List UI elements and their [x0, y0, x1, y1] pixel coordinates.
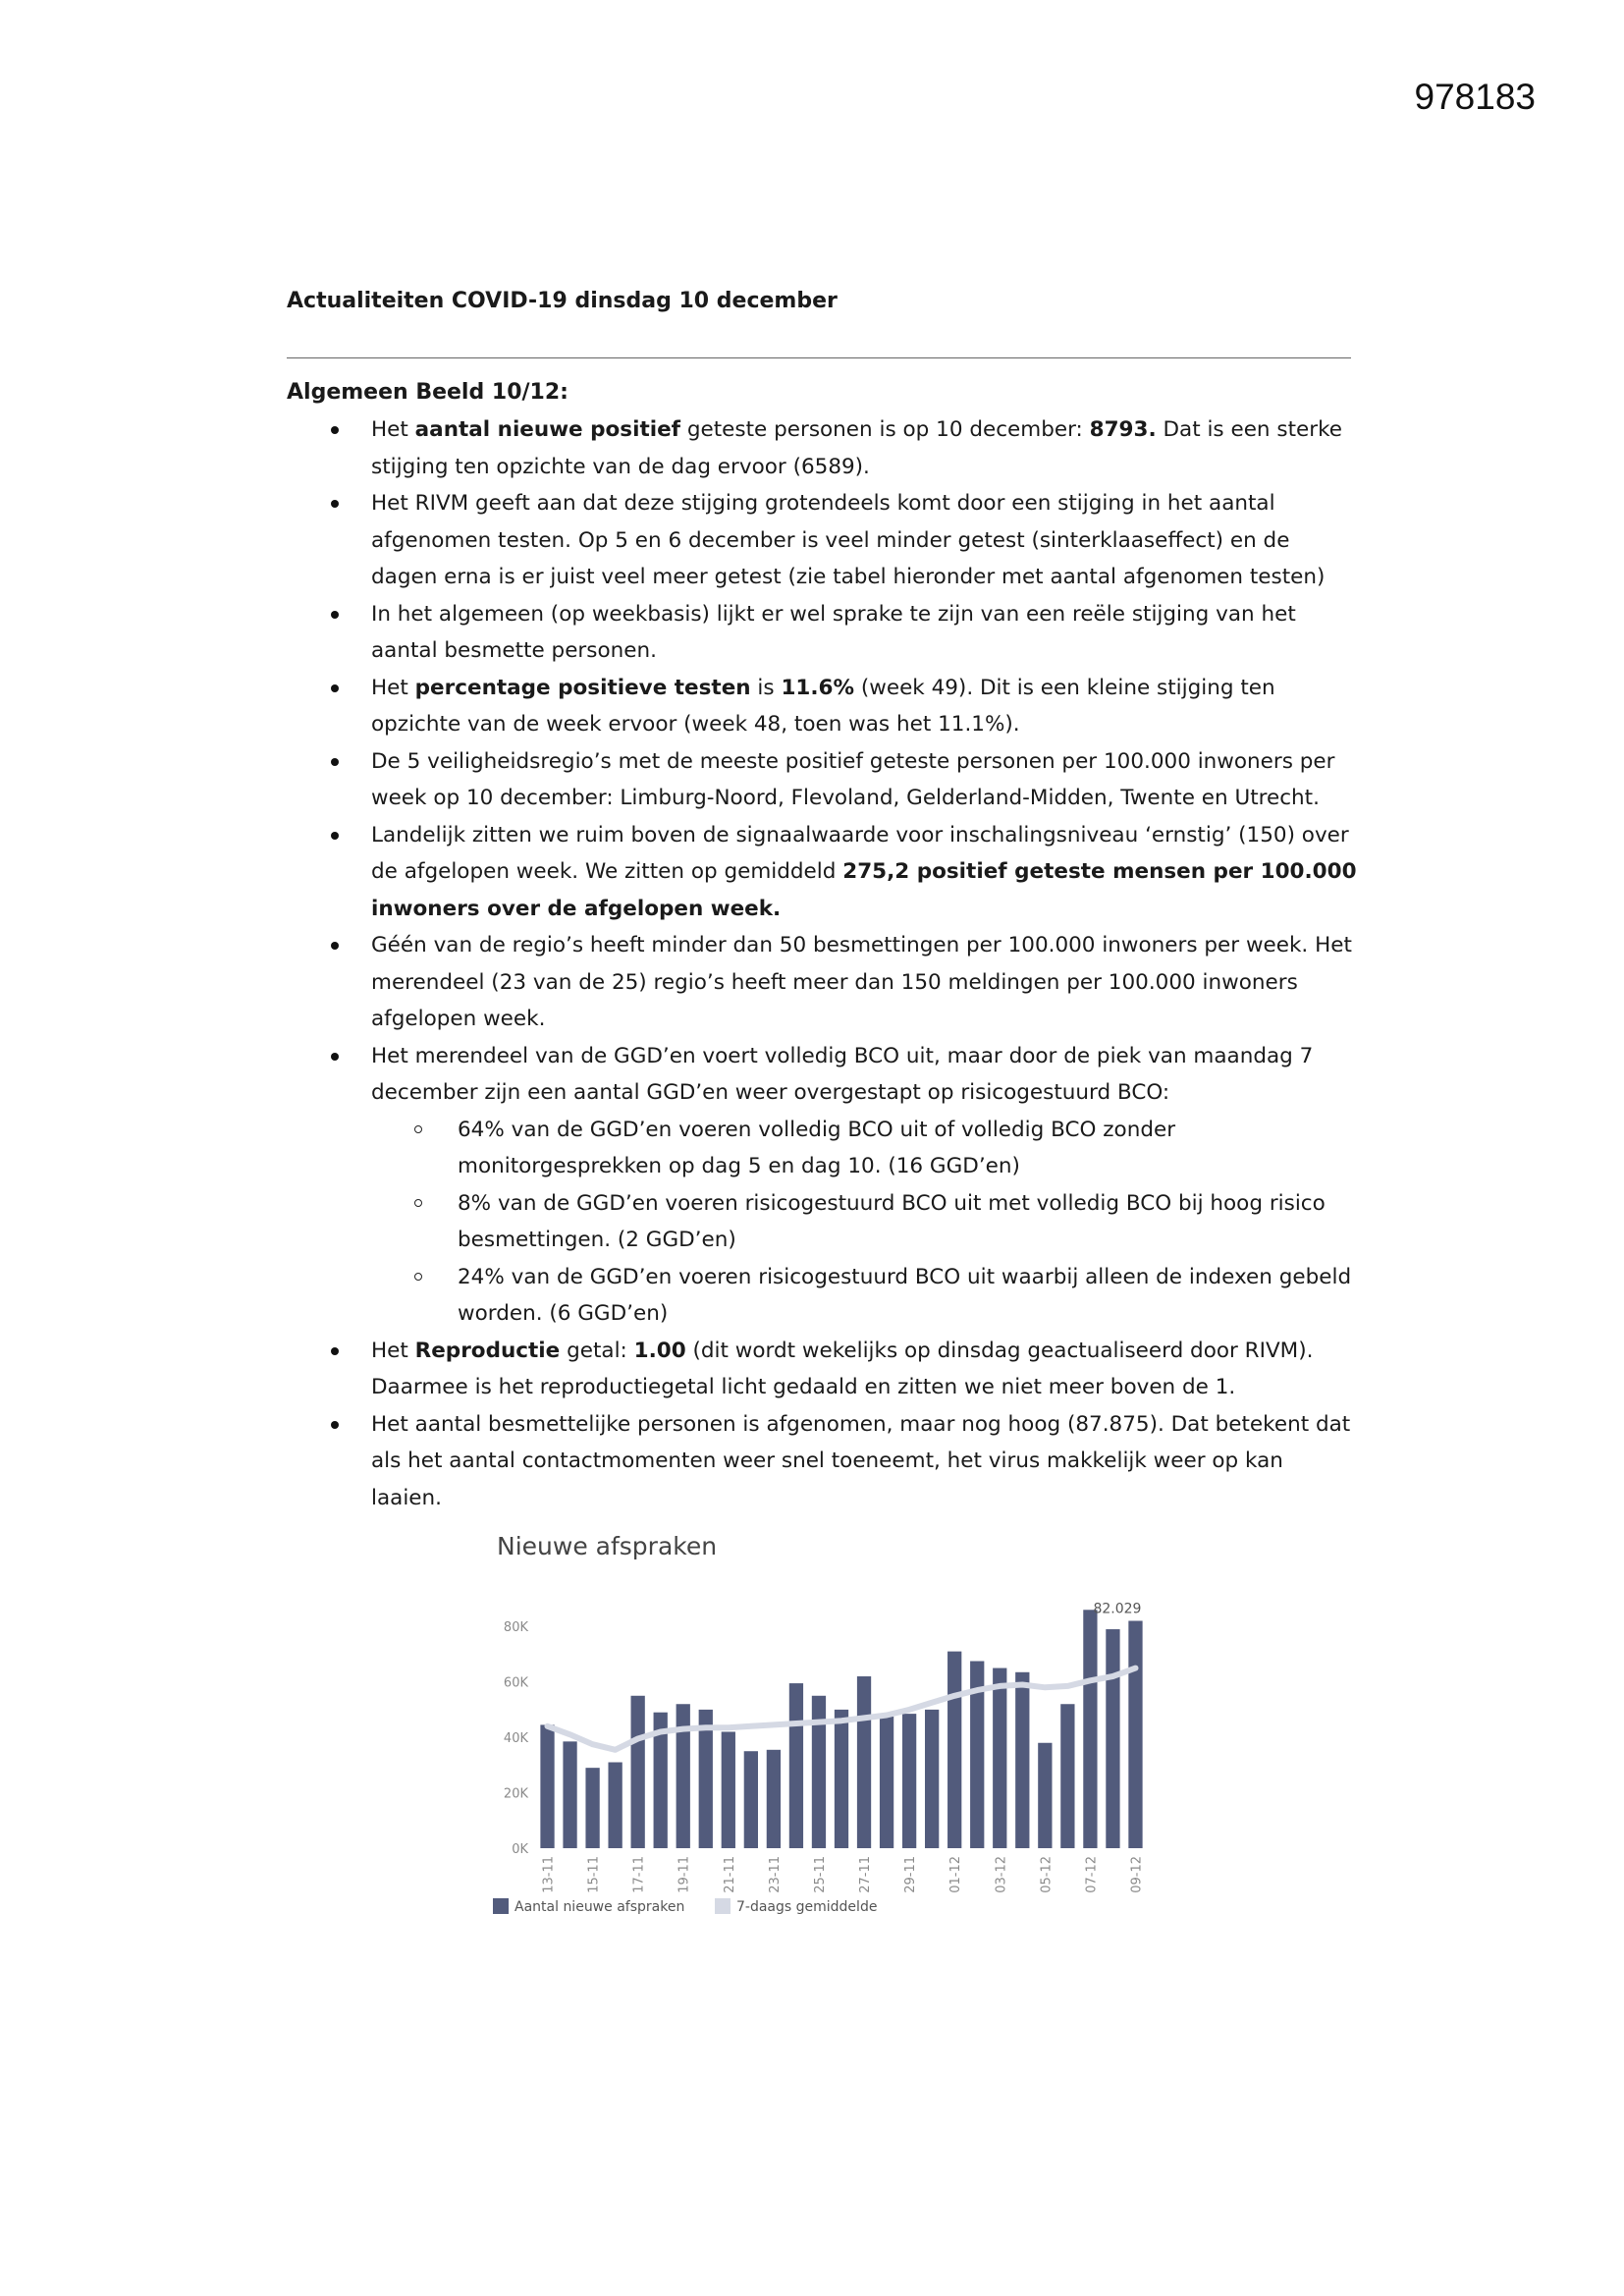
bar: [1038, 1743, 1052, 1848]
bold-text: 11.6%: [781, 675, 855, 700]
bullet-text: getal:: [560, 1338, 634, 1363]
bold-text: Reproductie: [414, 1338, 561, 1363]
bullet-text: Het aantal besmettelijke personen is afgenomen, maar nog hoog (87.875). Dat betekent dat als het aantal contactmomenten weer snel toeneemt, het virus makkelijk weer op kan laaien.: [371, 1411, 1351, 1510]
sub-list: [371, 1112, 1357, 1333]
bar: [857, 1676, 871, 1848]
bar: [947, 1652, 961, 1848]
bullet-text: Het: [371, 417, 415, 442]
sub-list-item: [371, 1112, 1357, 1185]
bar: [902, 1714, 916, 1848]
bullet-dot-icon: [331, 1347, 339, 1355]
bullet-dot-icon: [331, 1053, 339, 1061]
bar: [835, 1710, 848, 1848]
bar: [608, 1763, 622, 1848]
bar: [880, 1717, 893, 1848]
bullet-dot-icon: [331, 684, 339, 692]
x-tick-label: 01-12: [948, 1856, 964, 1893]
bar: [722, 1731, 735, 1848]
bar: [677, 1704, 690, 1848]
bar: [993, 1668, 1006, 1848]
bullet-text: is: [750, 675, 782, 700]
sub-list-item: [371, 1259, 1357, 1333]
bullet-item: [287, 927, 1357, 1038]
bullet-dot-icon: [331, 611, 339, 619]
circle-bullet-icon: [414, 1199, 422, 1207]
bullet-item: [287, 670, 1357, 743]
sub-item-text: 64% van de GGD’en voeren volledig BCO uit of volledig BCO zonder monitorgesprekken op dag 5 en dag 10. (16 GGD’en): [458, 1117, 1176, 1178]
document-id: 978183: [1414, 77, 1536, 117]
bar: [789, 1683, 803, 1848]
chart-svg: [491, 1532, 1159, 1935]
bold-text: aantal nieuwe positief: [414, 417, 681, 442]
bullet-dot-icon: [331, 832, 339, 840]
bullet-text: (dit wordt wekelijks op dinsdag geactualiseerd door RIVM). Daarmee is het reproductiegetal licht gedaald en zitten we niet meer boven de 1.: [371, 1338, 1314, 1399]
bullet-text: De 5 veiligheidsregio’s met de meeste positief geteste personen per 100.000 inwoners per week op 10 december: Limburg-Noord, Flevoland, Gelderland-Midden, Twente en Utrecht.: [371, 748, 1335, 810]
bar: [1083, 1610, 1097, 1848]
x-tick-label: 21-11: [722, 1856, 737, 1893]
bold-text: 275,2 positief geteste mensen per 100.000 inwoners over de afgelopen week.: [371, 859, 1357, 921]
x-tick-label: 17-11: [631, 1856, 647, 1893]
bullet-text: (week 49). Dit is een kleine stijging ten opzichte van de week ervoor (week 48, toen was het 11.1%).: [371, 675, 1275, 737]
bar: [1060, 1704, 1074, 1848]
bullet-item: [287, 485, 1357, 596]
bullet-dot-icon: [331, 942, 339, 950]
bullet-text: Géén van de regio’s heeft minder dan 50 besmettingen per 100.000 inwoners per week. Het merendeel (23 van de 25) regio’s heeft meer dan 150 meldingen per 100.000 inwoners afgelopen week.: [371, 933, 1352, 1031]
legend-swatch-line: [715, 1898, 731, 1914]
sub-list-item: [371, 1185, 1357, 1259]
bullet-dot-icon: [331, 426, 339, 434]
bullet-dot-icon: [331, 1421, 339, 1429]
bullet-text: In het algemeen (op weekbasis) lijkt er wel sprake te zijn van een reële stijging van het aantal besmette personen.: [371, 601, 1296, 663]
x-tick-label: 07-12: [1084, 1856, 1100, 1893]
bar: [1128, 1620, 1142, 1848]
legend-swatch-bars: [493, 1898, 509, 1914]
x-tick-label: 23-11: [767, 1856, 783, 1893]
sub-item-text: 24% van de GGD’en voeren risicogestuurd BCO uit waarbij alleen de indexen gebeld worden. (6 GGD’en): [458, 1264, 1352, 1326]
bar: [925, 1710, 939, 1848]
x-tick-label: 03-12: [994, 1856, 1009, 1893]
document-title: Actualiteiten COVID-19 dinsdag 10 december: [287, 289, 838, 313]
bullet-item: [287, 596, 1357, 670]
bullet-dot-icon: [331, 500, 339, 508]
y-tick-label: 20K: [503, 1786, 528, 1802]
bullet-item: [287, 1406, 1357, 1517]
x-tick-label: 13-11: [541, 1856, 557, 1893]
bullet-text: geteste personen is op 10 december:: [680, 417, 1090, 442]
bold-text: 8793.: [1089, 417, 1157, 442]
x-tick-label: 19-11: [677, 1856, 692, 1893]
legend-label: 7-daags gemiddelde: [736, 1899, 878, 1915]
bar: [1015, 1672, 1029, 1848]
bold-text: 1.00: [633, 1338, 686, 1363]
bullet-item: [287, 817, 1357, 928]
bullet-item: [287, 743, 1357, 817]
x-tick-label: 15-11: [586, 1856, 602, 1893]
x-tick-label: 27-11: [858, 1856, 874, 1893]
bullet-text: Het merendeel van de GGD’en voert volledig BCO uit, maar door de piek van maandag 7 december zijn een aantal GGD’en weer overgestapt op risicogestuurd BCO:: [371, 1043, 1314, 1105]
bar: [563, 1741, 576, 1848]
y-tick-label: 80K: [503, 1620, 528, 1636]
chart-nieuwe-afspraken: [491, 1532, 1159, 1935]
bar: [540, 1724, 554, 1848]
bullet-item: [287, 1038, 1357, 1333]
sub-item-text: 8% van de GGD’en voeren risicogestuurd BCO uit met volledig BCO bij hoog risico besmettingen. (2 GGD’en): [458, 1190, 1326, 1252]
circle-bullet-icon: [414, 1273, 422, 1281]
document-body: [287, 283, 1357, 1516]
legend-label: Aantal nieuwe afspraken: [514, 1899, 685, 1915]
bullet-text: Dat is een sterke stijging ten opzichte van de dag ervoor (6589).: [371, 417, 1342, 479]
bar: [767, 1750, 781, 1848]
circle-bullet-icon: [414, 1125, 422, 1133]
title-divider: [287, 357, 1351, 358]
bullet-text: Het: [371, 1338, 415, 1363]
bullet-text: Het: [371, 675, 415, 700]
bar: [1106, 1629, 1119, 1848]
x-tick-label: 25-11: [812, 1856, 828, 1893]
y-tick-label: 60K: [503, 1675, 528, 1691]
bar: [631, 1696, 645, 1848]
bar: [744, 1751, 758, 1848]
x-tick-label: 05-12: [1039, 1856, 1055, 1893]
chart-title: Nieuwe afspraken: [497, 1532, 718, 1560]
y-tick-label: 0K: [512, 1842, 528, 1857]
bold-text: percentage positieve testen: [414, 675, 751, 700]
data-label: 82.029: [1093, 1601, 1142, 1617]
bar: [812, 1696, 826, 1848]
bullet-text: Het RIVM geeft aan dat deze stijging grotendeels komt door een stijging in het aantal afgenomen testen. Op 5 en 6 december is veel minder getest (sinterklaaseffect) en de dagen erna is er juist veel meer getest (zie tabel hieronder met aantal afgenomen testen): [371, 491, 1326, 589]
section-title: Algemeen Beeld 10/12:: [287, 380, 568, 405]
bullet-list: [287, 411, 1357, 1516]
bullet-text: Landelijk zitten we ruim boven de signaalwaarde voor inschalingsniveau ‘ernstig’ (150) over de afgelopen week. We zitten op gemiddeld: [371, 822, 1349, 884]
x-tick-label: 29-11: [903, 1856, 919, 1893]
y-tick-label: 40K: [503, 1731, 528, 1747]
bullet-item: [287, 1333, 1357, 1406]
bullet-item: [287, 411, 1357, 485]
bar: [585, 1768, 599, 1848]
x-tick-label: 09-12: [1129, 1856, 1145, 1893]
bullet-dot-icon: [331, 758, 339, 766]
